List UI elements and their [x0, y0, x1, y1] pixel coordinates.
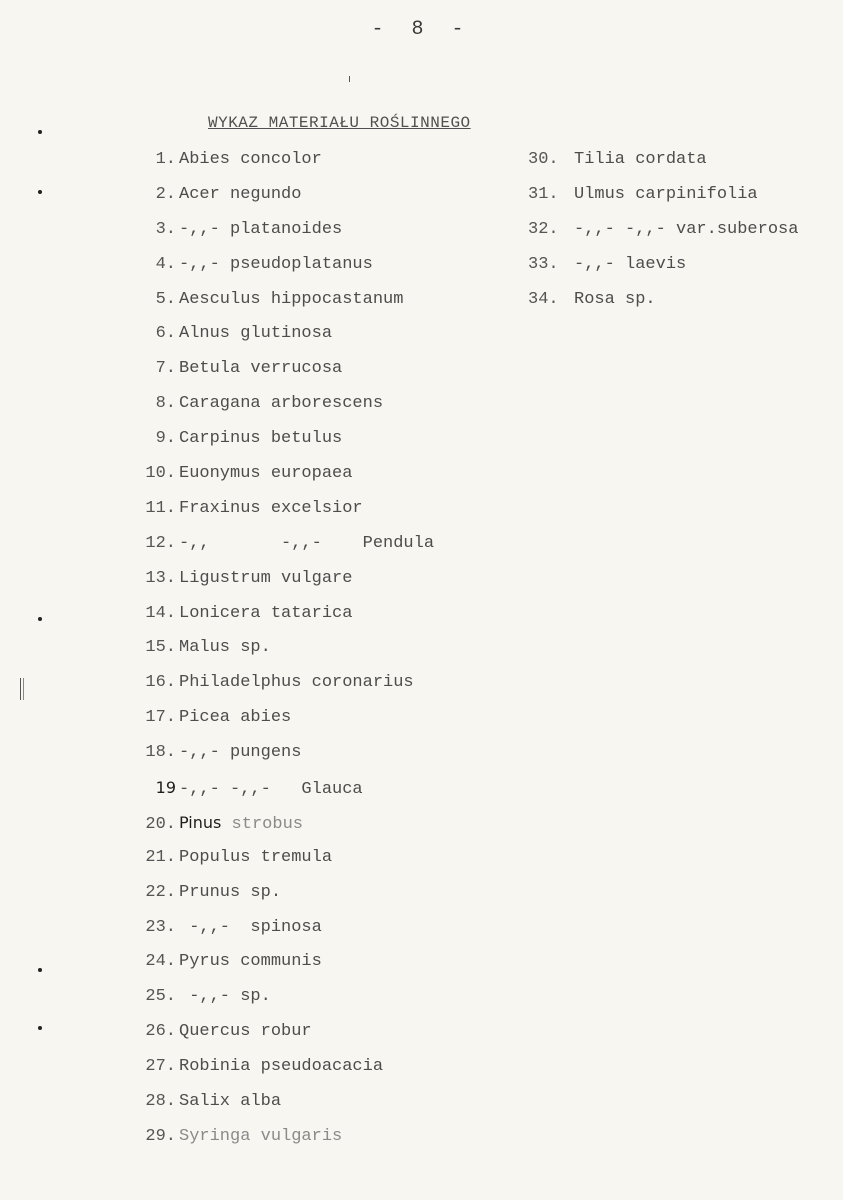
item-name: Abies concolor [179, 150, 322, 169]
item-number: 31. [528, 184, 559, 204]
list-item [130, 460, 434, 495]
item-number: 15. [145, 638, 176, 658]
item-number: 27. [145, 1057, 176, 1077]
list-item [130, 704, 434, 739]
item-name: Euonymus europaea [179, 464, 353, 484]
item-name: Lonicera tatarica [179, 603, 353, 623]
list-heading: WYKAZ MATERIAŁU ROŚLINNEGO [208, 114, 471, 132]
item-name: Robinia pseudoacacia [179, 1057, 384, 1077]
margin-dot [38, 190, 42, 194]
item-name: -,,- -,,- Glauca [179, 780, 363, 800]
item-number: 8. [155, 394, 176, 414]
item-number: 24. [145, 952, 176, 972]
item-number: 16. [145, 673, 176, 693]
item-name: Acer negundo [179, 184, 302, 204]
list-item [130, 1053, 434, 1088]
item-name: Pyrus communis [179, 952, 322, 972]
item-number: 9. [155, 429, 176, 449]
item-number: 13. [145, 568, 176, 588]
item-number: 28. [145, 1092, 176, 1112]
item-number: 12. [145, 533, 176, 553]
item-number: 19 [155, 778, 176, 798]
list-item [130, 286, 434, 321]
scan-mark [349, 76, 350, 82]
list-item [130, 879, 434, 914]
plant-list-right [528, 146, 798, 320]
list-item [130, 809, 434, 844]
item-number: 14. [145, 603, 176, 623]
list-item [130, 914, 434, 949]
item-number: 10. [145, 464, 176, 484]
item-name: Salix alba [179, 1092, 282, 1112]
item-number: 1. [155, 150, 176, 169]
item-number: 17. [145, 708, 176, 728]
item-name: -,,- sp. [179, 987, 271, 1007]
item-name: Quercus robur [179, 1022, 312, 1042]
list-item [130, 565, 434, 600]
list-item [130, 320, 434, 355]
margin-bar [20, 678, 24, 700]
list-item [130, 983, 434, 1018]
item-number: 25. [145, 987, 176, 1007]
list-item [130, 390, 434, 425]
item-name: Prunus sp. [179, 882, 282, 902]
list-item [528, 146, 798, 181]
item-number: 5. [155, 289, 176, 309]
item-number: 33. [528, 254, 559, 274]
item-number: 34. [528, 289, 559, 309]
item-name: Aesculus hippocastanum [179, 289, 404, 309]
item-name: Fraxinus excelsior [179, 498, 363, 518]
margin-dot [38, 968, 42, 972]
list-item [528, 216, 798, 251]
margin-dot [38, 617, 42, 621]
list-item [130, 774, 434, 809]
list-item [130, 844, 434, 879]
item-name: Picea abies [179, 708, 292, 728]
list-item [528, 286, 798, 321]
item-name: -,,- -,,- var.suberosa [574, 219, 799, 239]
margin-dot [38, 1026, 42, 1030]
list-item [130, 181, 434, 216]
list-item [130, 1123, 434, 1158]
item-number: 18. [145, 743, 176, 763]
item-number: 2. [155, 184, 176, 204]
list-item [130, 948, 434, 983]
item-name: Carpinus betulus [179, 429, 343, 449]
item-name-handwritten: Pinus [179, 812, 222, 832]
list-item [130, 251, 434, 286]
item-number: 30. [528, 150, 559, 169]
item-number: 21. [145, 847, 176, 867]
item-name: strobus [221, 814, 303, 834]
item-number: 23. [145, 917, 176, 937]
list-item [130, 216, 434, 251]
item-number: 7. [155, 359, 176, 379]
item-number: 11. [145, 498, 176, 518]
item-name: -,, -,,- Pendula [179, 533, 435, 553]
item-name: Tilia cordata [574, 150, 707, 169]
list-item [528, 181, 798, 216]
item-number: 20. [145, 814, 176, 834]
item-name: Betula verrucosa [179, 359, 343, 379]
item-name: Malus sp. [179, 638, 271, 658]
list-item [130, 146, 434, 181]
item-name: Populus tremula [179, 847, 333, 867]
item-number: 4. [155, 254, 176, 274]
item-name: -,,- pungens [179, 743, 302, 763]
item-name: -,,- spinosa [179, 917, 322, 937]
item-number: 26. [145, 1022, 176, 1042]
item-name: Caragana arborescens [179, 394, 384, 414]
list-item [130, 1088, 434, 1123]
item-name: Ligustrum vulgare [179, 568, 353, 588]
list-item [130, 1018, 434, 1053]
list-item [130, 634, 434, 669]
margin-dot [38, 130, 42, 134]
item-name: Philadelphus coronarius [179, 673, 414, 693]
list-item [130, 425, 434, 460]
list-item [130, 669, 434, 704]
page-number: - 8 - [371, 18, 472, 41]
item-number: 6. [155, 324, 176, 344]
plant-list-left [130, 146, 434, 1158]
item-name: Alnus glutinosa [179, 324, 333, 344]
item-number: 22. [145, 882, 176, 902]
item-number: 3. [155, 219, 176, 239]
list-item [130, 495, 434, 530]
list-item [528, 251, 798, 286]
item-name: -,,- laevis [574, 254, 687, 274]
item-name: Syringa vulgaris [179, 1126, 343, 1146]
item-name: Rosa sp. [574, 289, 656, 309]
item-name: -,,- pseudoplatanus [179, 254, 373, 274]
list-item [130, 530, 434, 565]
item-number: 29. [145, 1126, 176, 1146]
item-name: -,,- platanoides [179, 219, 343, 239]
list-item [130, 355, 434, 390]
item-name: Ulmus carpinifolia [574, 184, 758, 204]
item-number: 32. [528, 219, 559, 239]
list-item [130, 739, 434, 774]
list-item [130, 600, 434, 635]
